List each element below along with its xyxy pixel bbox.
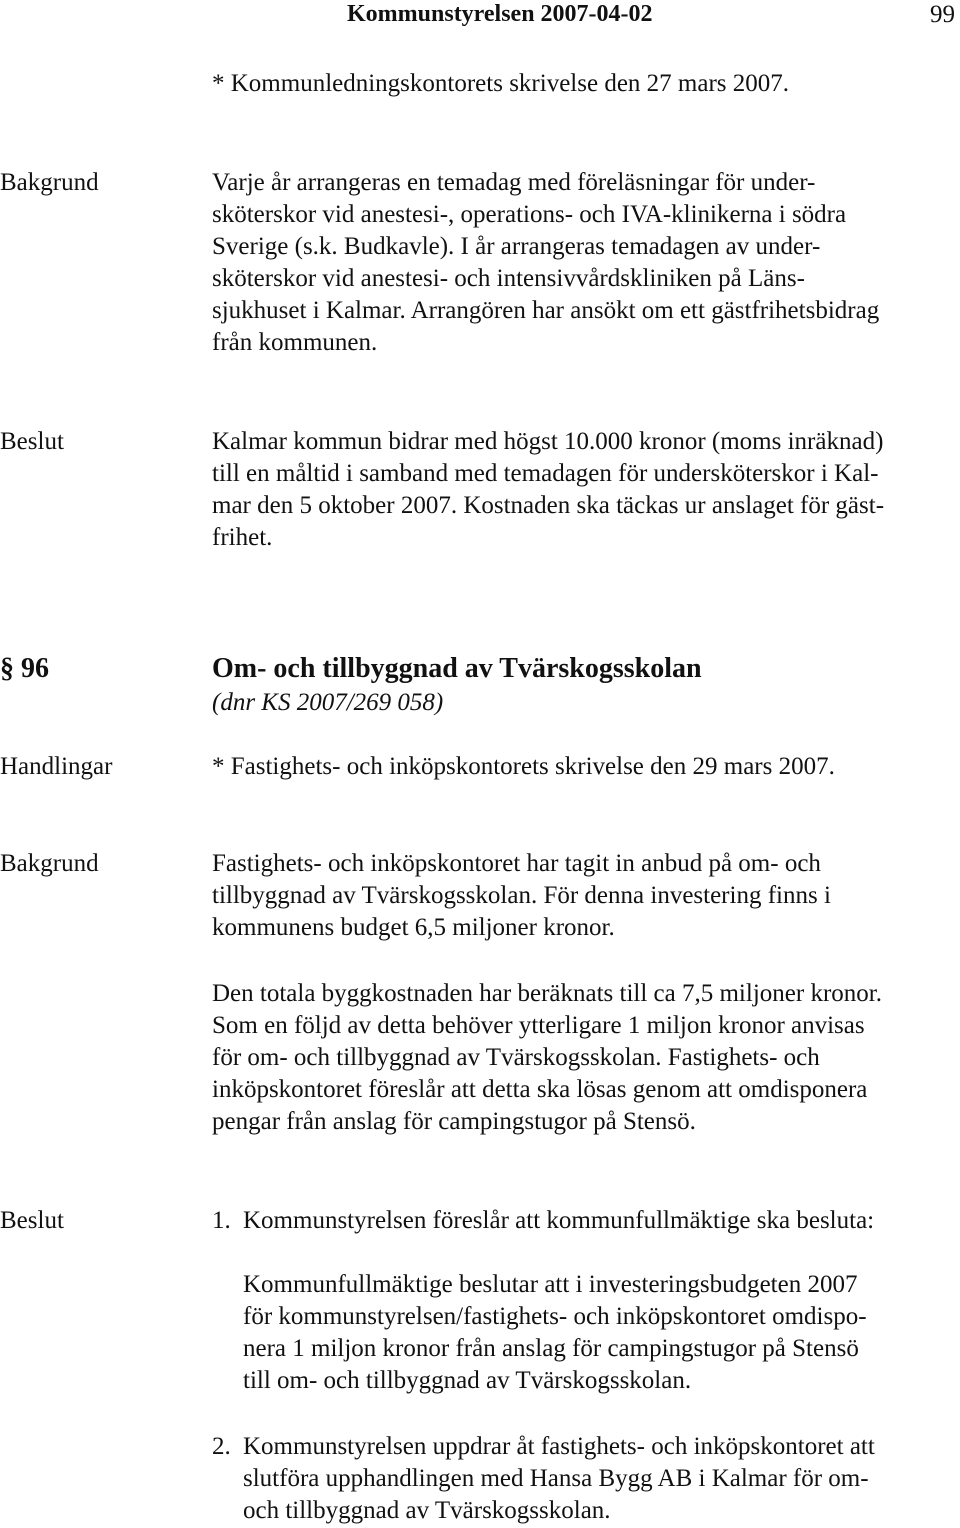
text-line: Fastighets- och inköpskontoret har tagit in anbud på om- och: [212, 850, 821, 877]
bakgrund-label: Bakgrund: [0, 169, 99, 196]
text-line: nera 1 miljon kronor från anslag för campingstugor på Stensö: [243, 1335, 859, 1362]
beslut-label: Beslut: [0, 1207, 64, 1234]
text-line: pengar från anslag för campingstugor på Stensö.: [212, 1108, 696, 1135]
text-line: Kommunfullmäktige beslutar att i investeringsbudgeten 2007: [243, 1271, 858, 1298]
paragraph-number: § 96: [0, 653, 49, 684]
bakgrund-text-2: [212, 978, 882, 1138]
text-line: till en måltid i samband med temadagen för undersköterskor i Kal-: [212, 460, 879, 487]
text-line: Som en följd av detta behöver ytterligare 1 miljon kronor anvisas: [212, 1012, 865, 1039]
text-line: kommunens budget 6,5 miljoner kronor.: [212, 914, 615, 941]
text-line: Sverige (s.k. Budkavle). I år arrangeras temadagen av under-: [212, 233, 821, 260]
text-line: inköpskontoret föreslår att detta ska lösas genom att omdisponera: [212, 1076, 868, 1103]
text-line: sköterskor vid anestesi-, operations- och IVA-klinikerna i södra: [212, 201, 847, 228]
beslut-text: [212, 426, 884, 554]
text-line: och tillbyggnad av Tvärskogsskolan.: [243, 1497, 611, 1524]
section-title: Om- och tillbyggnad av Tvärskogsskolan: [212, 653, 702, 684]
text-line: slutföra upphandlingen med Hansa Bygg AB i Kalmar för om-: [243, 1465, 869, 1492]
handlingar-item: * Fastighets- och inköpskontorets skrivelse den 29 mars 2007.: [212, 753, 835, 780]
handlingar-label: Handlingar: [0, 753, 113, 780]
text-line: sjukhuset i Kalmar. Arrangören har ansökt om ett gästfrihetsbidrag: [212, 297, 880, 324]
list-item-text: [243, 1431, 875, 1527]
text-line: till om- och tillbyggnad av Tvärskogsskolan.: [243, 1367, 692, 1394]
text-line: för kommunstyrelsen/fastighets- och inköpskontoret omdispo-: [243, 1303, 867, 1330]
handlingar-item: * Kommunledningskontorets skrivelse den 27 mars 2007.: [212, 70, 790, 97]
list-item-number: 2.: [212, 1433, 231, 1460]
bakgrund-text: [212, 167, 879, 359]
text-line: tillbyggnad av Tvärskogsskolan. För denna investering finns i: [212, 882, 831, 909]
page-number: 99: [930, 1, 955, 28]
text-line: Varje år arrangeras en temadag med föreläsningar för under-: [212, 169, 816, 196]
text-line: sköterskor vid anestesi- och intensivvårdskliniken på Läns-: [212, 265, 805, 292]
text-line: mar den 5 oktober 2007. Kostnaden ska täckas ur anslaget för gäst-: [212, 492, 885, 519]
list-item-number: 1.: [212, 1207, 231, 1234]
text-line: från kommunen.: [212, 329, 378, 356]
text-line: för om- och tillbyggnad av Tvärskogsskolan. Fastighets- och: [212, 1044, 820, 1071]
bakgrund-text-1: [212, 848, 831, 944]
text-line: Kalmar kommun bidrar med högst 10.000 kronor (moms inräknad): [212, 428, 884, 455]
text-line: Kommunstyrelsen uppdrar åt fastighets- och inköpskontoret att: [243, 1433, 875, 1460]
list-item-text: Kommunstyrelsen föreslår att kommunfullmäktige ska besluta:: [243, 1207, 875, 1234]
text-line: frihet.: [212, 524, 273, 551]
text-line: Den totala byggkostnaden har beräknats till ca 7,5 miljoner kronor.: [212, 980, 882, 1007]
document-header-title: Kommunstyrelsen 2007-04-02: [347, 1, 653, 27]
bakgrund-label: Bakgrund: [0, 850, 99, 877]
proposal-text: [243, 1269, 867, 1397]
beslut-label: Beslut: [0, 428, 64, 455]
dnr-reference: (dnr KS 2007/269 058): [212, 689, 444, 716]
